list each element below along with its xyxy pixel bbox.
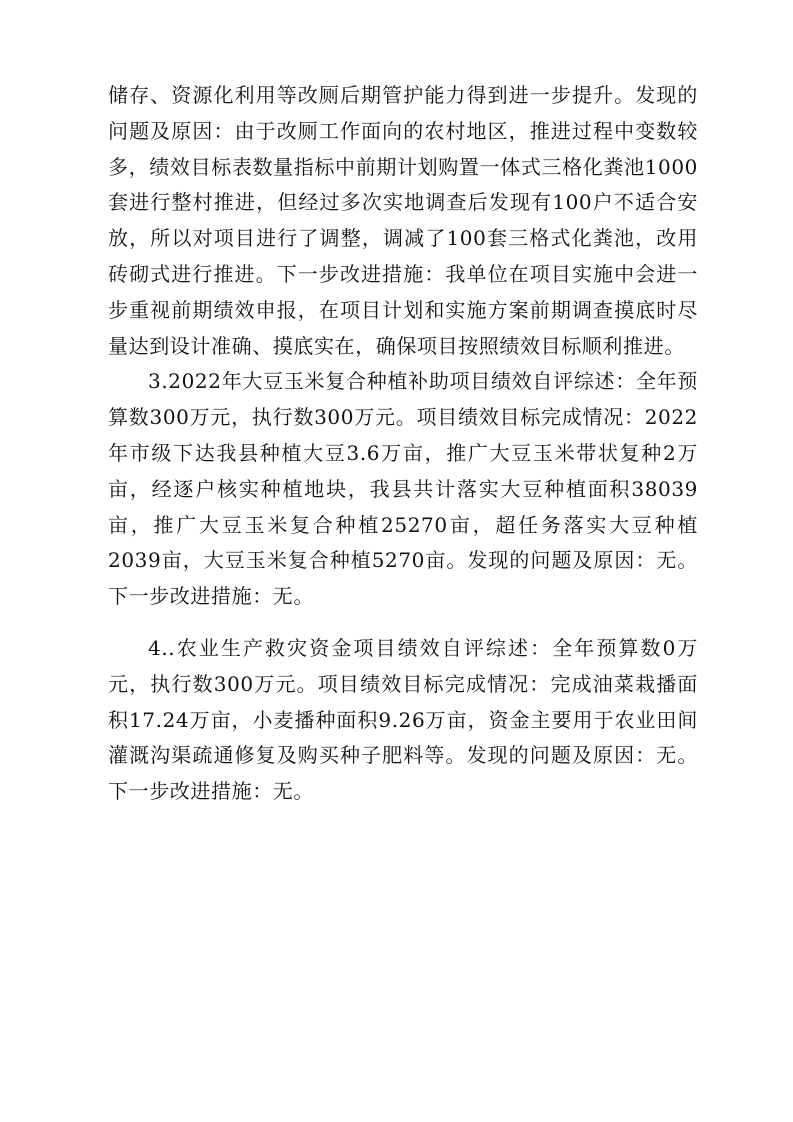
paragraph-soybean-corn-project: 3.2022年大豆玉米复合种植补助项目绩效自评综述：全年预算数300万元，执行数300万元。项目绩效目标完成情况：2022年市级下达我县种植大豆3.6万亩，推广大豆玉米带状复种2万亩，经逐户核实种植地块，我县共计落实大豆种植面积38039亩，推广大豆玉米复合种植25270亩，超任务落实大豆种植2039亩，大豆玉米复合种植5270亩。发现的问题及原因：无。下一步改进措施：无。 — [108, 369, 698, 609]
paragraph-toilet-project-continued: 储存、资源化利用等改厕后期管护能力得到进一步提升。发现的问题及原因：由于改厕工作面向的农村地区，推进过程中变数较多，绩效目标表数量指标中前期计划购置一体式三格化粪池1000套进行整村推进，但经过多次实地调查后发现有100户不适合安放，所以对项目进行了调整，调减了100套三格式化粪池，改用砖砌式进行推进。下一步改进措施：我单位在项目实施中会进一步重视前期绩效申报，在项目计划和实施方案前期调查摸底时尽量达到设计准确、摸底实在，确保项目按照绩效目标顺利推进。 — [108, 83, 698, 358]
paragraph-disaster-relief-project: 4..农业生产救灾资金项目绩效自评综述：全年预算数0万元，执行数300万元。项目绩效目标完成情况：完成油菜栽播面积17.24万亩，小麦播种面积9.26万亩，资金主要用于农业田间灌溉沟渠疏通修复及购买种子肥料等。发现的问题及原因：无。下一步改进措施：无。 — [108, 635, 698, 804]
document-body — [108, 78, 698, 810]
